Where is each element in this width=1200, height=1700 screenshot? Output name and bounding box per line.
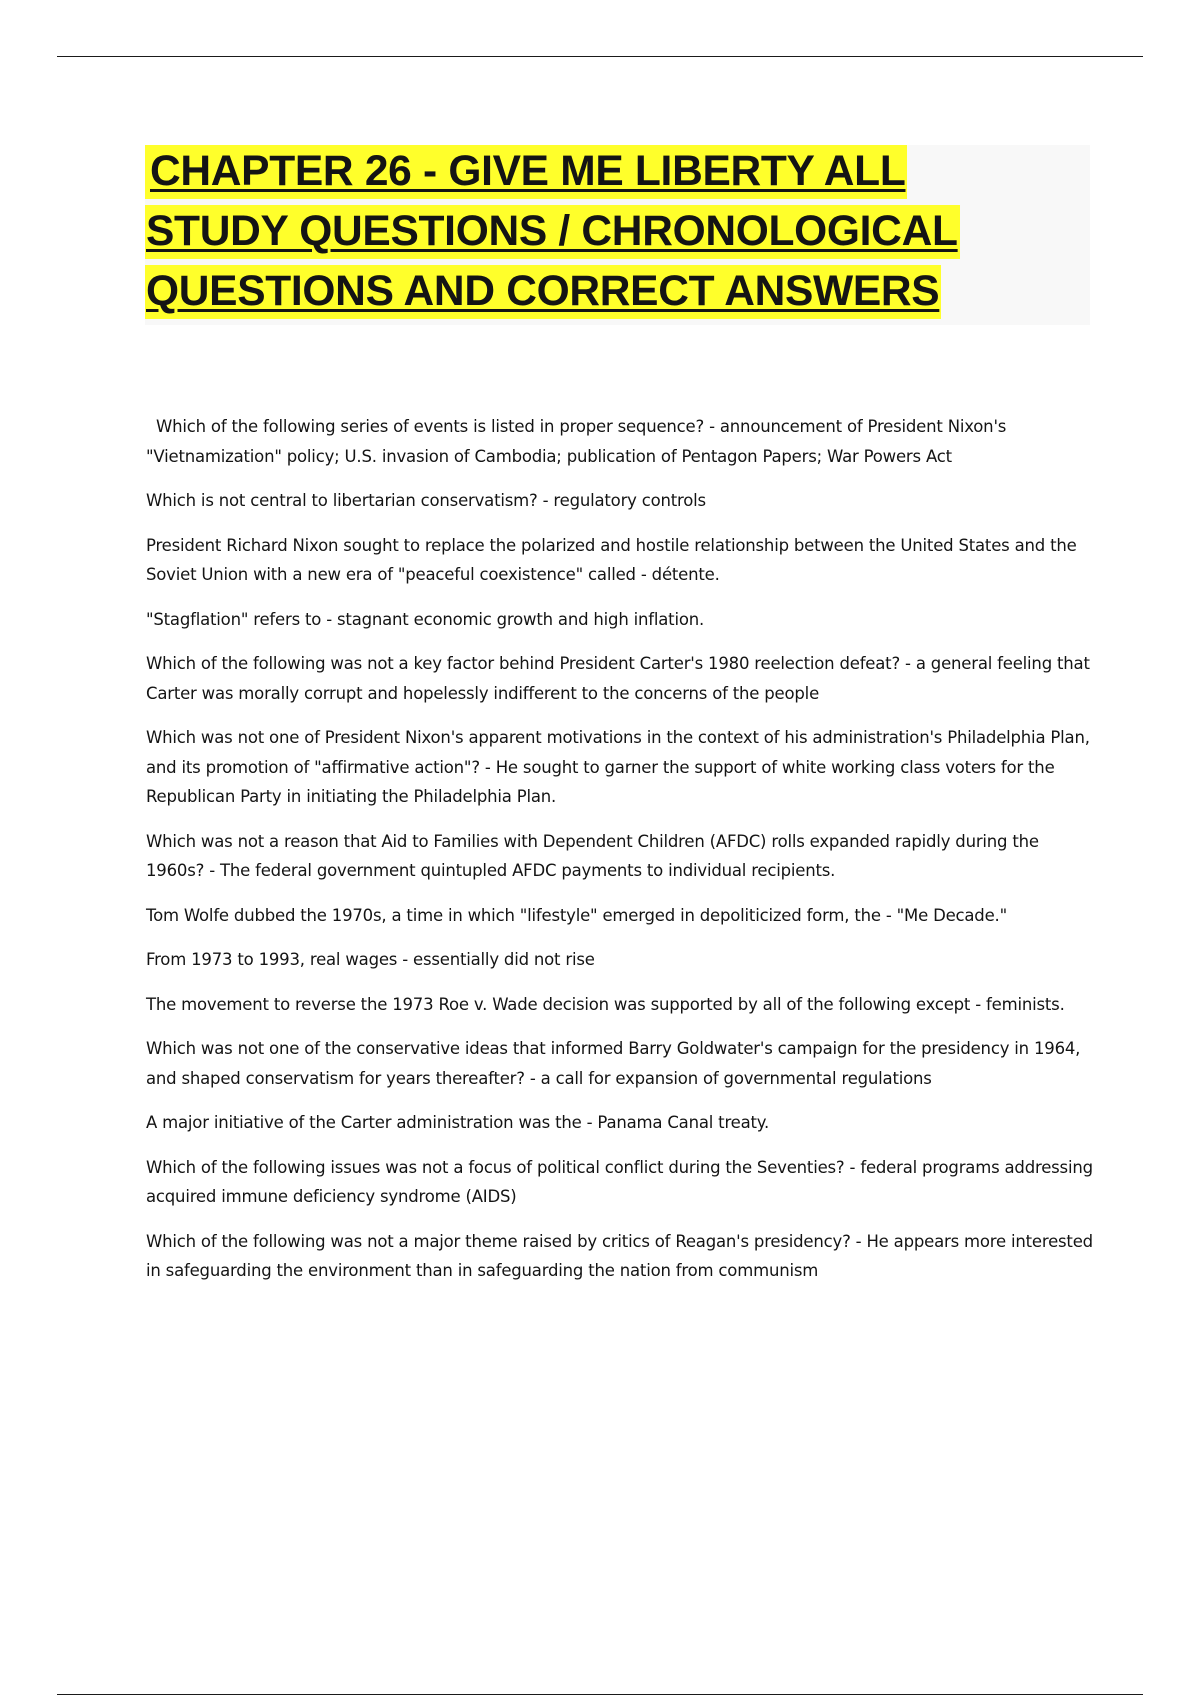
qa-item-1: Which of the following series of events is listed in proper sequence? - announcement of President Nixon's "Vietnamization" policy; U.S. invasion of Cambodia; publication of Pentagon Papers; War Powers Act — [146, 417, 1007, 466]
document-title — [145, 145, 1090, 325]
question-answer-list — [146, 412, 1096, 1301]
qa-item-6: Which was not one of President Nixon's apparent motivations in the context of his administration's Philadelphia Plan, and its promotion of "affirmative action"? - He sought to garner the support of white working class voters for the Republican Party in initiating the Philadelphia Plan. — [146, 728, 1090, 806]
bottom-divider — [57, 1694, 1143, 1695]
title-line-3: QUESTIONS AND CORRECT ANSWERS — [145, 265, 941, 319]
qa-item-9: From 1973 to 1993, real wages - essentially did not rise — [146, 950, 595, 969]
qa-item-13: Which of the following issues was not a focus of political conflict during the Seventies? - federal programs addressing acquired immune deficiency syndrome (AIDS) — [146, 1157, 1093, 1206]
qa-item-3: President Richard Nixon sought to replace the polarized and hostile relationship between the United States and the Soviet Union with a new era of "peaceful coexistence" called - détente. — [146, 535, 1077, 584]
qa-item-7: Which was not a reason that Aid to Families with Dependent Children (AFDC) rolls expanded rapidly during the 1960s? - The federal government quintupled AFDC payments to individual recipients. — [146, 831, 1039, 880]
qa-item-8: Tom Wolfe dubbed the 1970s, a time in which "lifestyle" emerged in depoliticized form, the - "Me Decade." — [146, 905, 1007, 925]
qa-item-2: Which is not central to libertarian conservatism? - regulatory controls — [146, 491, 706, 510]
qa-item-10: The movement to reverse the 1973 Roe v. Wade decision was supported by all of the following except - feminists. — [146, 994, 1065, 1014]
qa-item-14: Which of the following was not a major theme raised by critics of Reagan's presidency? - He appears more interested in safeguarding the environment than in safeguarding the nation from communism — [146, 1231, 1093, 1280]
qa-item-12: A major initiative of the Carter administration was the - Panama Canal treaty. — [146, 1113, 770, 1132]
title-line-1: CHAPTER 26 - GIVE ME LIBERTY ALL — [145, 145, 907, 199]
top-divider — [57, 56, 1143, 57]
qa-item-4: "Stagflation" refers to - stagnant economic growth and high inflation. — [146, 609, 705, 629]
qa-item-5: Which of the following was not a key factor behind President Carter's 1980 reelection defeat? - a general feeling that Carter was morally corrupt and hopelessly indifferent to the concerns of the people — [146, 654, 1090, 703]
title-line-2: STUDY QUESTIONS / CHRONOLOGICAL — [145, 205, 960, 259]
qa-item-11: Which was not one of the conservative ideas that informed Barry Goldwater's campaign for the presidency in 1964, and shaped conservatism for years thereafter? - a call for expansion of governmental regulations — [146, 1039, 1081, 1088]
